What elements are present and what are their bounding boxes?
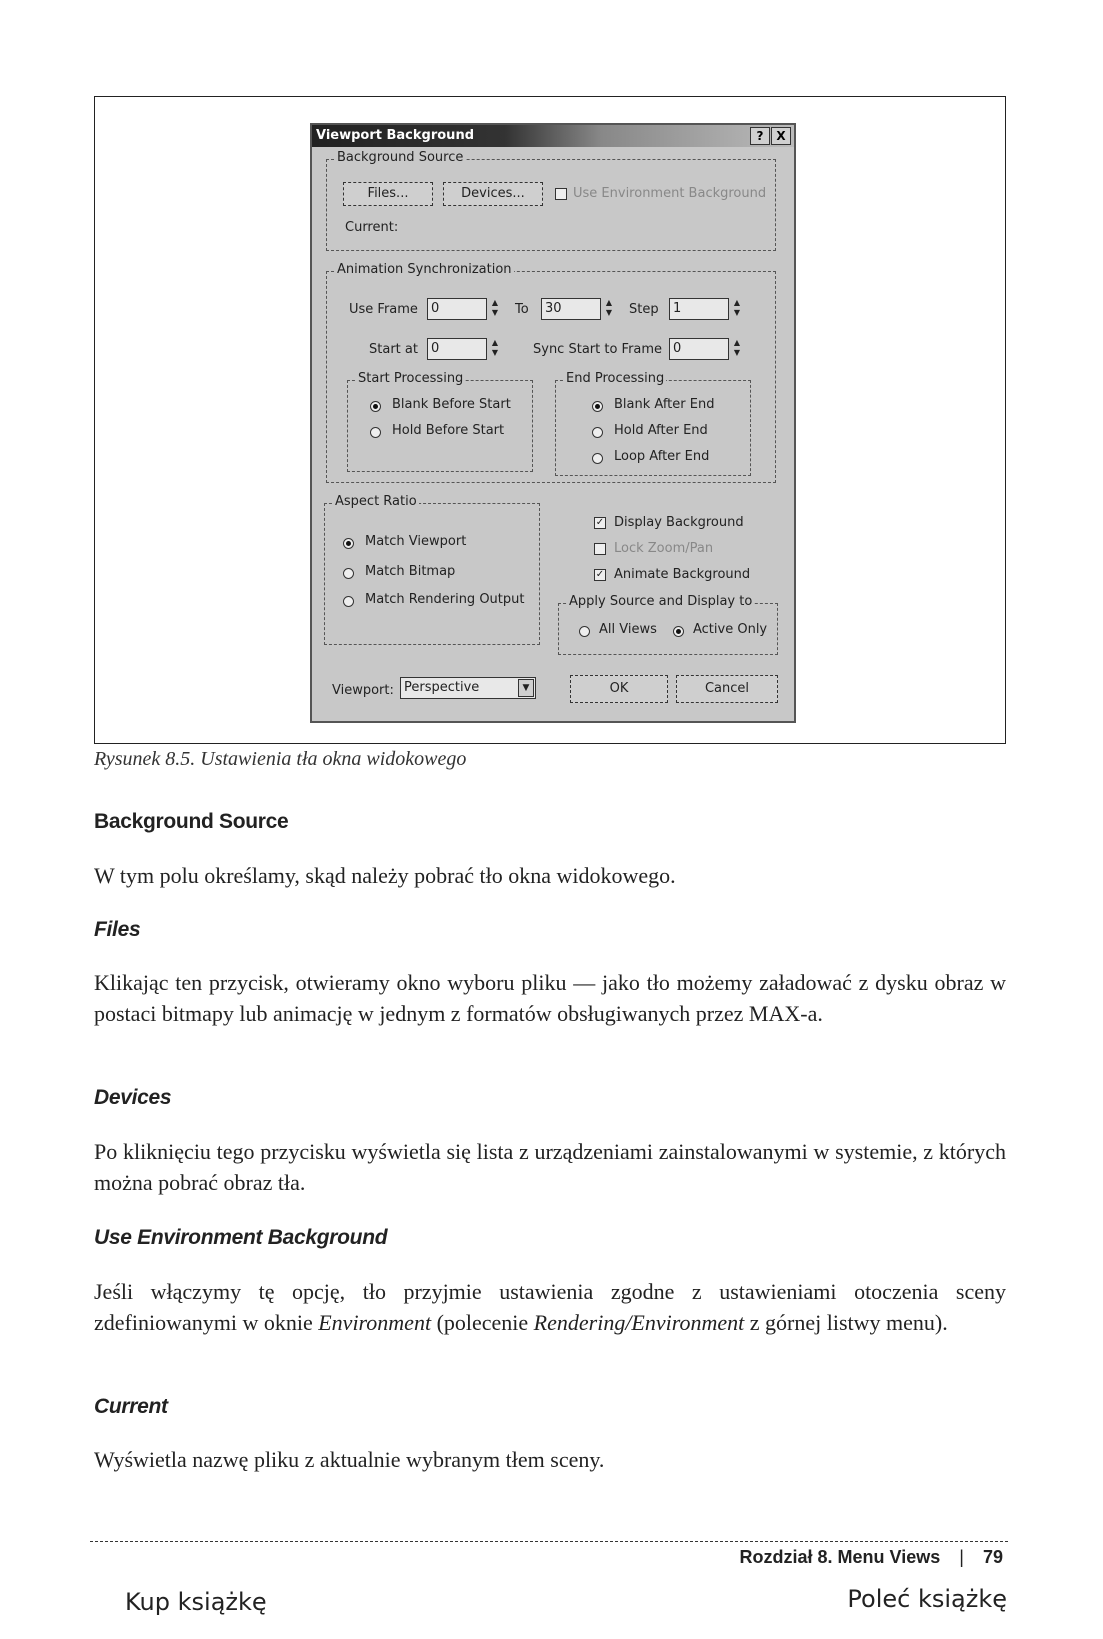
- animate-background-label: Animate Background: [614, 567, 751, 582]
- chevron-down-icon[interactable]: ▼: [518, 679, 534, 697]
- files-button[interactable]: Files...: [343, 182, 433, 206]
- match-bitmap-radio[interactable]: [343, 568, 354, 579]
- anim-sync-group: [326, 262, 776, 483]
- hold-before-start-radio[interactable]: [370, 427, 381, 438]
- blank-before-start-label: Blank Before Start: [392, 397, 511, 412]
- to-arrows-icon[interactable]: ▲ ▼: [605, 298, 613, 317]
- lock-zoom-pan-label: Lock Zoom/Pan: [614, 541, 714, 556]
- start-at-label: Start at: [369, 342, 418, 357]
- blank-after-end-radio[interactable]: [592, 401, 603, 412]
- sync-start-arrows-icon[interactable]: ▲ ▼: [733, 338, 741, 357]
- footer-rule: [90, 1541, 1008, 1542]
- devices-button[interactable]: Devices...: [443, 182, 543, 206]
- loop-after-end-label: Loop After End: [614, 449, 710, 464]
- paragraph-devices: Po kliknięciu tego przycisku wyświetla się lista z urządzeniami zainstalowanymi w systemie, z których można pobrać obraz tła.: [94, 1139, 1006, 1195]
- dialog-title: Viewport Background: [316, 128, 474, 143]
- figure-caption: Rysunek 8.5. Ustawienia tła okna widokowego: [94, 748, 467, 770]
- display-background-label: Display Background: [614, 515, 744, 530]
- buy-book-link[interactable]: Kup książkę: [125, 1588, 267, 1616]
- use-frame-spinner[interactable]: 0: [427, 298, 487, 320]
- paragraph-current: Wyświetla nazwę pliku z aktualnie wybranym tłem sceny.: [94, 1447, 605, 1472]
- ok-button[interactable]: OK: [570, 675, 668, 703]
- sync-start-label: Sync Start to Frame: [533, 342, 663, 357]
- paragraph-use-env-part1: Jeśli włączymy tę opcję, tło przyjmie ustawienia zgodne z ustawieniami otoczenia sceny zdefiniowanymi w oknie: [94, 1279, 1006, 1335]
- step-label: Step: [629, 302, 659, 317]
- heading-background-source: Background Source: [94, 810, 289, 833]
- match-rendering-output-label: Match Rendering Output: [365, 592, 525, 607]
- paragraph-background-source: W tym polu określamy, skąd należy pobrać tło okna widokowego.: [94, 863, 676, 888]
- paragraph-use-env-part3: z górnej listwy menu).: [744, 1310, 948, 1335]
- apply-source-label: Apply Source and Display to: [569, 594, 753, 609]
- use-frame-arrows-icon[interactable]: ▲ ▼: [491, 298, 499, 317]
- background-source-group: [326, 150, 776, 251]
- aspect-ratio-label: Aspect Ratio: [335, 494, 417, 509]
- hold-after-end-label: Hold After End: [614, 423, 708, 438]
- use-frame-label: Use Frame: [349, 302, 418, 317]
- use-env-label: Use Environment Background: [573, 186, 767, 201]
- current-label: Current:: [345, 220, 399, 235]
- viewport-label: Viewport:: [332, 683, 394, 698]
- hold-before-start-label: Hold Before Start: [392, 423, 505, 438]
- use-env-checkbox[interactable]: [555, 188, 567, 200]
- heading-files: Files: [94, 918, 141, 941]
- lock-zoom-pan-checkbox[interactable]: [594, 543, 606, 555]
- loop-after-end-radio[interactable]: [592, 453, 603, 464]
- end-processing-group: [555, 371, 751, 476]
- apply-source-group: [558, 594, 778, 655]
- start-processing-group: [347, 371, 533, 472]
- rendering-environment-term: Rendering/Environment: [533, 1310, 745, 1335]
- step-spinner[interactable]: 1: [669, 298, 729, 320]
- heading-use-env: Use Environment Background: [94, 1226, 388, 1249]
- viewport-background-dialog: [310, 123, 796, 723]
- active-only-radio[interactable]: [673, 626, 684, 637]
- match-viewport-radio[interactable]: [343, 538, 354, 549]
- paragraph-use-env: [94, 1276, 1006, 1338]
- viewport-select[interactable]: [400, 677, 536, 699]
- blank-before-start-radio[interactable]: [370, 401, 381, 412]
- all-views-radio[interactable]: [579, 626, 590, 637]
- start-at-spinner[interactable]: 0: [427, 338, 487, 360]
- footer-separator: |: [959, 1547, 964, 1567]
- paragraph-files: Klikając ten przycisk, otwieramy okno wyboru pliku — jako tło możemy załadować z dysku obraz w postaci bitmapy lub animację w jednym z formatów obsługiwanych przez MAX-a.: [94, 970, 1006, 1026]
- paragraph-use-env-part2: (polecenie: [431, 1310, 534, 1335]
- recommend-book-link[interactable]: Poleć książkę: [847, 1585, 1007, 1613]
- to-spinner[interactable]: 30: [541, 298, 601, 320]
- active-only-label: Active Only: [693, 622, 768, 637]
- heading-devices: Devices: [94, 1086, 172, 1109]
- animate-background-checkbox[interactable]: ✓: [595, 569, 605, 580]
- to-label: To: [515, 302, 529, 317]
- step-arrows-icon[interactable]: ▲ ▼: [733, 298, 741, 317]
- anim-sync-label: Animation Synchronization: [337, 262, 512, 277]
- page-number: 79: [982, 1547, 1003, 1567]
- end-processing-label: End Processing: [566, 371, 665, 386]
- cancel-button[interactable]: Cancel: [676, 675, 778, 703]
- sync-start-spinner[interactable]: 0: [669, 338, 729, 360]
- heading-current: Current: [94, 1395, 168, 1418]
- help-button[interactable]: ?: [750, 127, 770, 145]
- match-rendering-output-radio[interactable]: [343, 596, 354, 607]
- start-at-arrows-icon[interactable]: ▲ ▼: [491, 338, 499, 357]
- footer: [740, 1547, 1003, 1568]
- dialog-titlebar: [312, 125, 794, 147]
- display-background-checkbox[interactable]: ✓: [595, 517, 605, 528]
- match-viewport-label: Match Viewport: [365, 534, 467, 549]
- blank-after-end-label: Blank After End: [614, 397, 715, 412]
- viewport-select-value: Perspective: [404, 680, 480, 695]
- aspect-ratio-group: [324, 494, 540, 645]
- hold-after-end-radio[interactable]: [592, 427, 603, 438]
- footer-chapter: Rozdział 8. Menu Views: [739, 1547, 941, 1567]
- close-button[interactable]: X: [771, 127, 791, 145]
- background-source-label: Background Source: [337, 150, 464, 165]
- match-bitmap-label: Match Bitmap: [365, 564, 456, 579]
- all-views-label: All Views: [599, 622, 657, 637]
- start-processing-label: Start Processing: [358, 371, 464, 386]
- environment-term: Environment: [318, 1310, 432, 1335]
